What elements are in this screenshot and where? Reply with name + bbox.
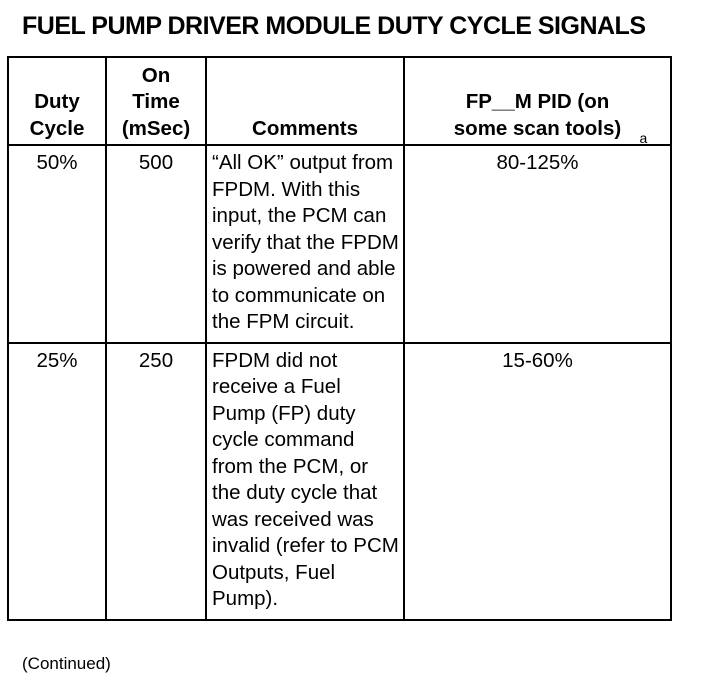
- table-header-row: [8, 57, 671, 145]
- header-fp-pid-label: [453, 89, 648, 146]
- continued-note: (Continued): [22, 654, 111, 673]
- row-duty-cycle: 25%: [8, 343, 106, 620]
- header-fp-pid: [404, 57, 671, 145]
- row-on-time: 500: [106, 145, 206, 343]
- row-comments: “All OK” output from FPDM. With this input, the PCM can verify that the FPDM is powered and able to communicate on the FPM circuit.: [206, 145, 404, 343]
- row-fp-pid: 15-60%: [404, 343, 671, 620]
- page-title: FUEL PUMP DRIVER MODULE DUTY CYCLE SIGNALS: [22, 12, 646, 40]
- header-duty-cycle: Duty Cycle: [8, 57, 106, 145]
- header-comments: Comments: [206, 57, 404, 145]
- row-comments: FPDM did not receive a Fuel Pump (FP) duty cycle command from the PCM, or the duty cycle that was received was invalid (refer to PCM Outputs, Fuel Pump).: [206, 343, 404, 620]
- row-on-time: 250: [106, 343, 206, 620]
- header-on-time: On Time (mSec): [106, 57, 206, 145]
- duty-cycle-table: [7, 56, 672, 621]
- footnote-marker: a: [639, 130, 648, 146]
- row-fp-pid: 80-125%: [404, 145, 671, 343]
- table-row: [8, 145, 671, 343]
- row-duty-cycle: 50%: [8, 145, 106, 343]
- table-row: [8, 343, 671, 620]
- header-fp-pid-text: FP__M PID (on some scan tools): [453, 90, 622, 140]
